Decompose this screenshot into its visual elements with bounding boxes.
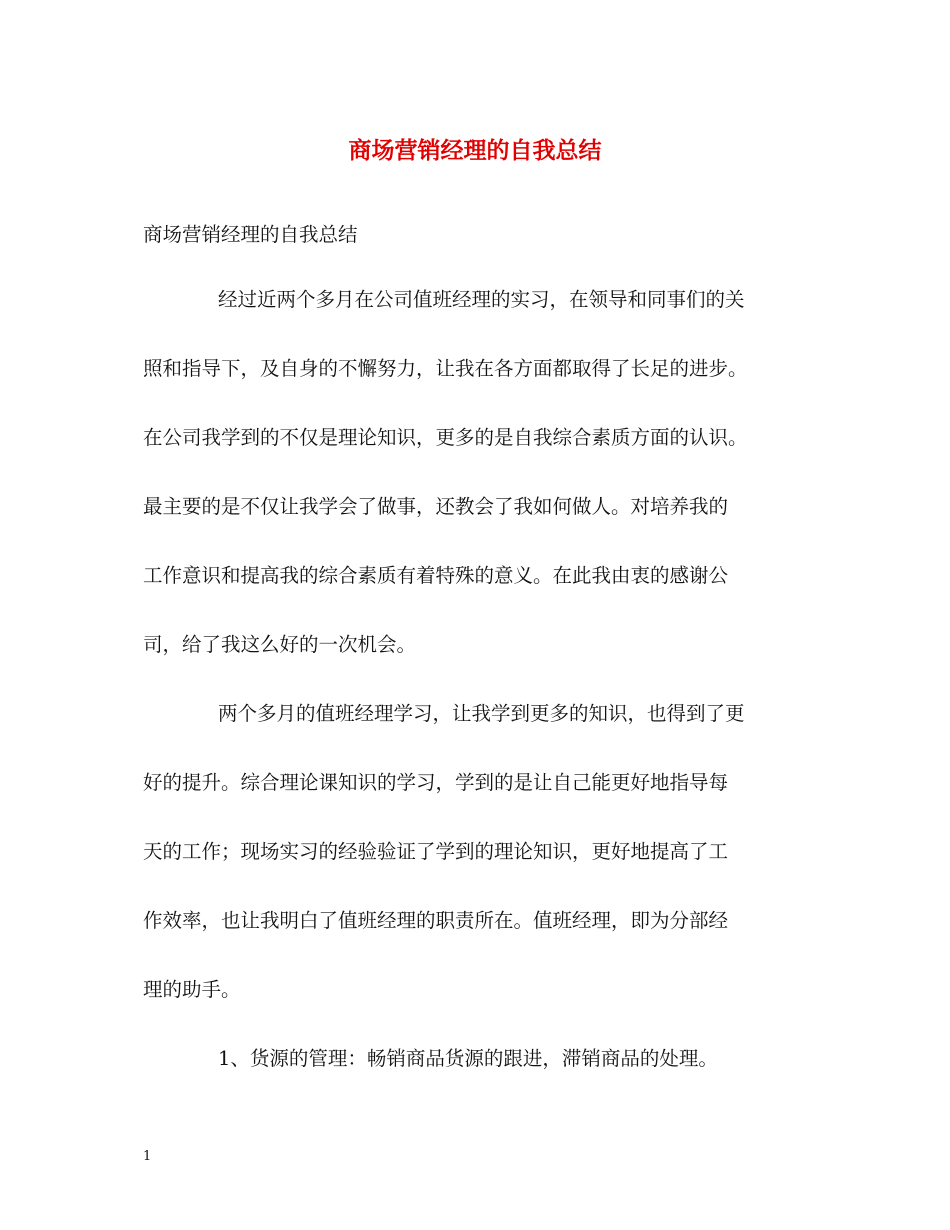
paragraph-line: 两个多月的值班经理学习，让我学到更多的知识，也得到了更	[218, 702, 745, 725]
paragraph-line: 照和指导下，及自身的不懈努力，让我在各方面都取得了长足的进步。	[143, 357, 748, 380]
paragraph-3	[143, 1045, 718, 1114]
paragraph-2	[143, 700, 745, 1045]
paragraph-1	[143, 286, 748, 700]
paragraph-line: 理的助手。	[143, 978, 241, 1001]
paragraph-line: 最主要的是不仅让我学会了做事，还教会了我如何做人。对培养我的	[143, 495, 729, 518]
paragraph-line: 在公司我学到的不仅是理论知识，更多的是自我综合素质方面的认识。	[143, 426, 748, 449]
paragraph-line: 司，给了我这么好的一次机会。	[143, 633, 417, 656]
paragraph-line: 作效率，也让我明白了值班经理的职责所在。值班经理，即为分部经	[143, 909, 729, 932]
page-number: 1	[143, 1149, 152, 1164]
document-title: 商场营销经理的自我总结	[348, 137, 602, 164]
paragraph-line: 经过近两个多月在公司值班经理的实习，在领导和同事们的关	[218, 288, 745, 311]
paragraph-line: 工作意识和提高我的综合素质有着特殊的意义。在此我由衷的感谢公	[143, 564, 729, 587]
document-subtitle: 商场营销经理的自我总结	[143, 223, 358, 246]
paragraph-line: 天的工作；现场实习的经验验证了学到的理论知识，更好地提高了工	[143, 840, 729, 863]
paragraph-line: 好的提升。综合理论课知识的学习，学到的是让自己能更好地指导每	[143, 771, 729, 794]
paragraph-line: 1、货源的管理：畅销商品货源的跟进，滞销商品的处理。	[218, 1047, 718, 1070]
